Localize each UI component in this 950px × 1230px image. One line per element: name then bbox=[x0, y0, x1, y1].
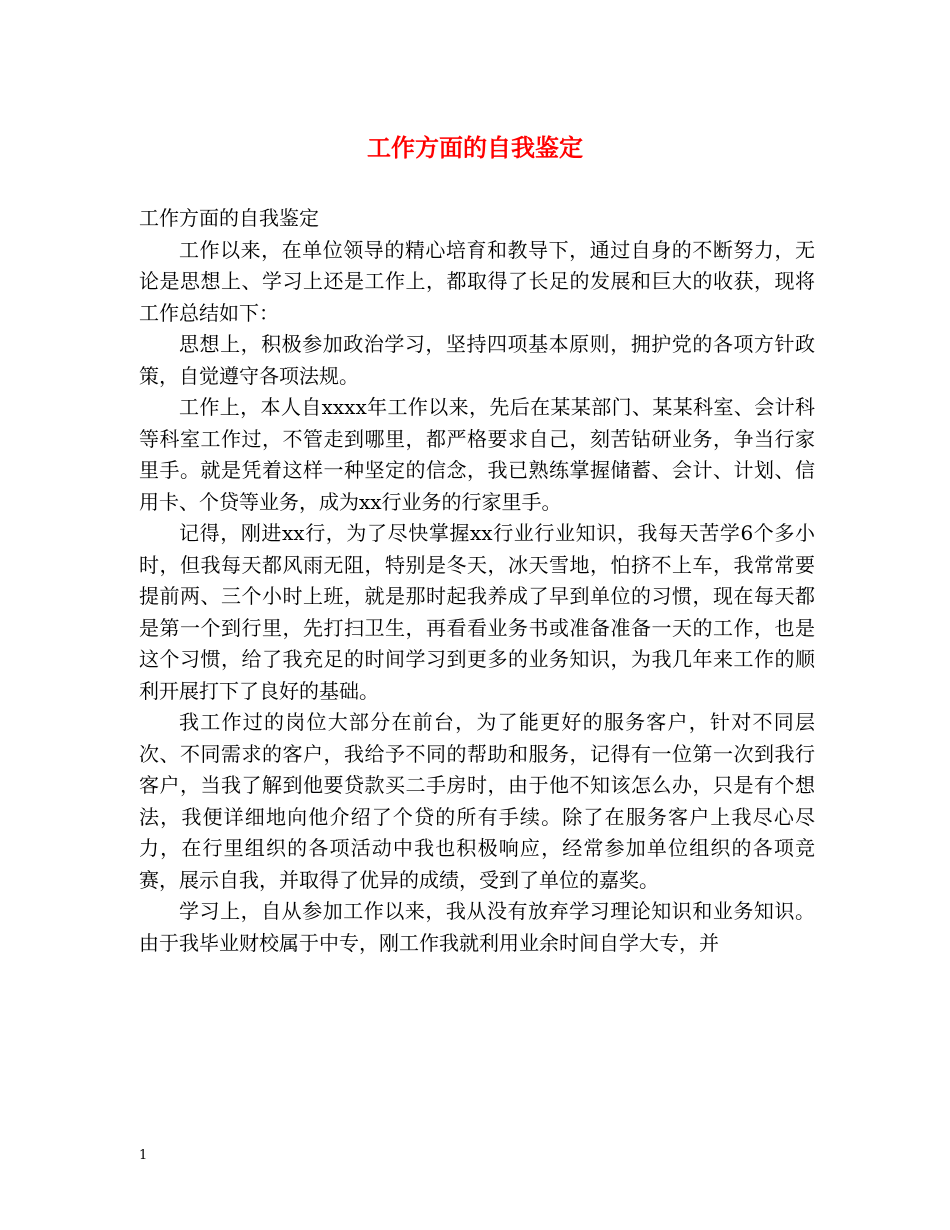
paragraph-study: 学习上，自从参加工作以来，我从没有放弃学习理论知识和业务知识。由于我毕业财校属于中专，刚工作我就利用业余时间自学大专，并 bbox=[139, 899, 815, 955]
paragraph-memory: 记得，刚进xx行，为了尽快掌握xx行业行业知识，我每天苦学6个多小时，但我每天都风雨无阻，特别是冬天，冰天雪地，怕挤不上车，我常常要提前两、三个小时上班，就是那时起我养成了早到单位的习惯，现在每天都是第一个到行里，先打扫卫生，再看看业务书或准备准备一天的工作，也是这个习惯，给了我充足的时间学习到更多的业务知识，为我几年来工作的顺利开展打下了良好的基础。 bbox=[139, 521, 815, 703]
page-number: 1 bbox=[139, 1148, 148, 1163]
paragraph-intro: 工作以来，在单位领导的精心培育和教导下，通过自身的不断努力，无论是思想上、学习上还是工作上，都取得了长足的发展和巨大的收获，现将工作总结如下： bbox=[139, 237, 815, 325]
paragraph-thought: 思想上，积极参加政治学习，坚持四项基本原则，拥护党的各项方针政策，自觉遵守各项法规。 bbox=[139, 332, 815, 388]
document-body bbox=[139, 203, 815, 959]
document-subtitle: 工作方面的自我鉴定 bbox=[139, 206, 319, 230]
document-title: 工作方面的自我鉴定 bbox=[367, 133, 583, 162]
paragraph-work: 工作上，本人自xxxx年工作以来，先后在某某部门、某某科室、会计科等科室工作过，不管走到哪里，都严格要求自己，刻苦钻研业务，争当行家里手。就是凭着这样一种坚定的信念，我已熟练掌握储蓄、会计、计划、信用卡、个贷等业务，成为xx行业务的行家里手。 bbox=[139, 395, 815, 514]
paragraph-service: 我工作过的岗位大部分在前台，为了能更好的服务客户，针对不同层次、不同需求的客户，我给予不同的帮助和服务，记得有一位第一次到我行客户，当我了解到他要贷款买二手房时，由于他不知该怎么办，只是有个想法，我便详细地向他介绍了个贷的所有手续。除了在服务客户上我尽心尽力，在行里组织的各项活动中我也积极响应，经常参加单位组织的各项竞赛，展示自我，并取得了优异的成绩，受到了单位的嘉奖。 bbox=[139, 710, 815, 892]
